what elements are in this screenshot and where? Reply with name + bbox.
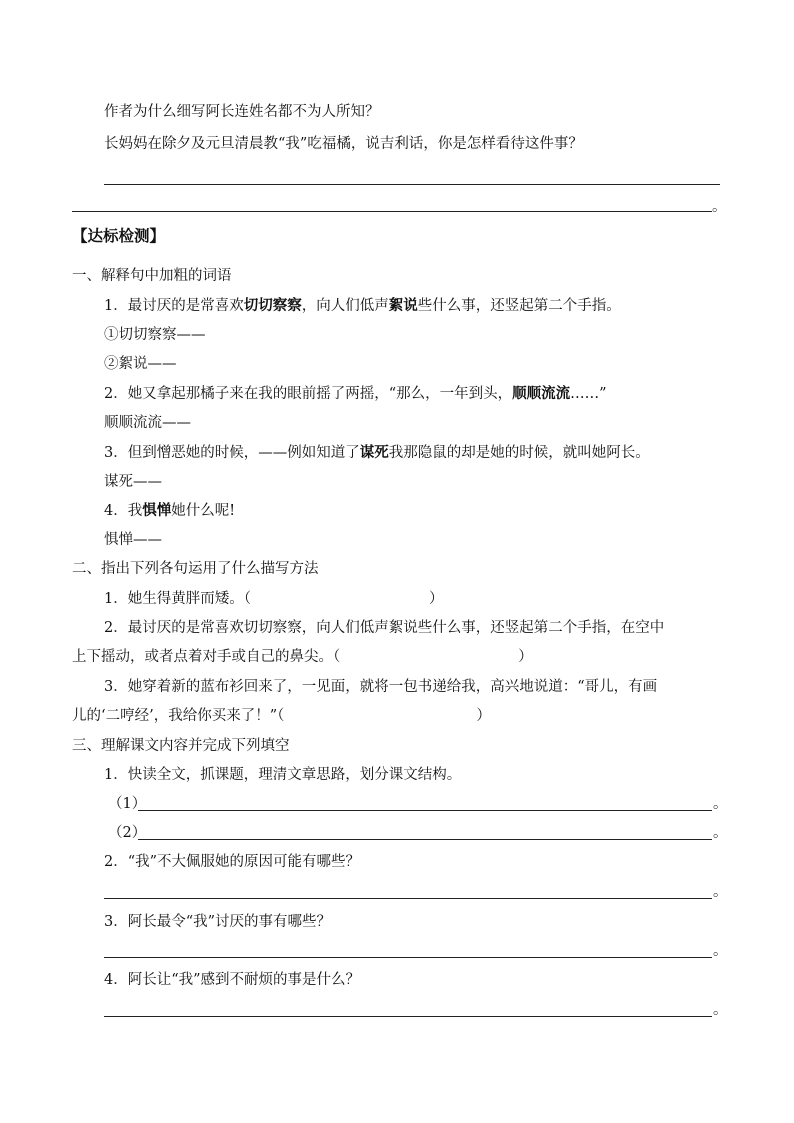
part3-q1-label-1: （1）: [108, 796, 147, 812]
part1-item4: 4．我惧惮她什么呢!: [104, 502, 236, 519]
answer-line[interactable]: [104, 957, 712, 958]
part1-item1: 1．最讨厌的是常喜欢切切察察，向人们低声絮说些什么事，还竖起第二个手指。: [104, 297, 621, 314]
part3-q1-label-2: （2）: [108, 825, 147, 841]
bold-term: 絮说: [388, 297, 418, 314]
part1-item1-answer1: ①切切察察——: [104, 327, 206, 343]
part3-q1: 1．快读全文，抓课题，理清文章思路，划分课文结构。: [104, 767, 462, 783]
bold-term: 谋死: [359, 444, 389, 461]
part2-item2-line1: 2．最讨厌的是常喜欢切切察察，向人们低声絮说些什么事，还竖起第二个手指，在空中: [104, 620, 665, 636]
answer-line[interactable]: [138, 810, 712, 811]
bold-term: 顺顺流流: [512, 385, 571, 402]
part1-item3-answer: 谋死——: [104, 474, 162, 490]
period-mark: 。: [712, 199, 727, 215]
part3-title: 三、理解课文内容并完成下列填空: [72, 738, 290, 754]
question-surname: 作者为什么细写阿长连姓名都不为人所知？: [104, 104, 380, 120]
part2-item3-line2: 儿的‘二哼经’，我给你买来了！”（ ）: [72, 708, 491, 724]
period-mark: 。: [713, 796, 728, 812]
answer-line[interactable]: [104, 898, 712, 899]
part1-item3: 3．但到憎恶她的时候，——例如知道了谋死我那隐鼠的却是她的时候，就叫她阿长。: [104, 444, 650, 461]
question-fortune-tangerine: 长妈妈在除夕及元旦清晨教“我”吃福橘，说吉利话，你是怎样看待这件事？: [104, 136, 583, 152]
section-title: 【达标检测】: [72, 226, 166, 245]
answer-line[interactable]: [138, 839, 712, 840]
part1-item2-answer: 顺顺流流——: [104, 415, 191, 431]
period-mark: 。: [713, 943, 728, 959]
part1-item4-answer: 惧惮——: [104, 532, 162, 548]
answer-line[interactable]: [72, 211, 712, 212]
period-mark: 。: [713, 1002, 728, 1018]
answer-line[interactable]: [104, 1016, 712, 1017]
answer-line[interactable]: [104, 184, 720, 185]
part2-item1: 1．她生得黄胖而矮。（ ）: [104, 591, 444, 607]
part2-item3-line1: 3．她穿着新的蓝布衫回来了，一见面，就将一包书递给我，高兴地说道：“哥儿，有画: [104, 679, 658, 695]
part1-item1-answer2: ②絮说——: [104, 356, 177, 372]
part1-item2: 2．她又拿起那橘子来在我的眼前摇了两摇，“那么，一年到头，顺顺流流……”: [104, 385, 607, 402]
part3-q4: 4．阿长让“我”感到不耐烦的事是什么？: [104, 972, 361, 988]
period-mark: 。: [713, 884, 728, 900]
bold-term: 惧惮: [142, 502, 172, 519]
part3-q3: 3．阿长最令“我”讨厌的事有哪些？: [104, 914, 332, 930]
part2-title: 二、指出下列各句运用了什么描写方法: [72, 561, 319, 577]
part2-item2-line2: 上下摇动，或者点着对手或自己的鼻尖。（ ）: [72, 649, 533, 665]
part1-title: 一、解释句中加粗的词语: [72, 268, 232, 284]
bold-term: 切切察察: [243, 297, 302, 314]
part3-q2: 2．“我”不大佩服她的原因可能有哪些？: [104, 854, 361, 870]
period-mark: 。: [713, 825, 728, 841]
